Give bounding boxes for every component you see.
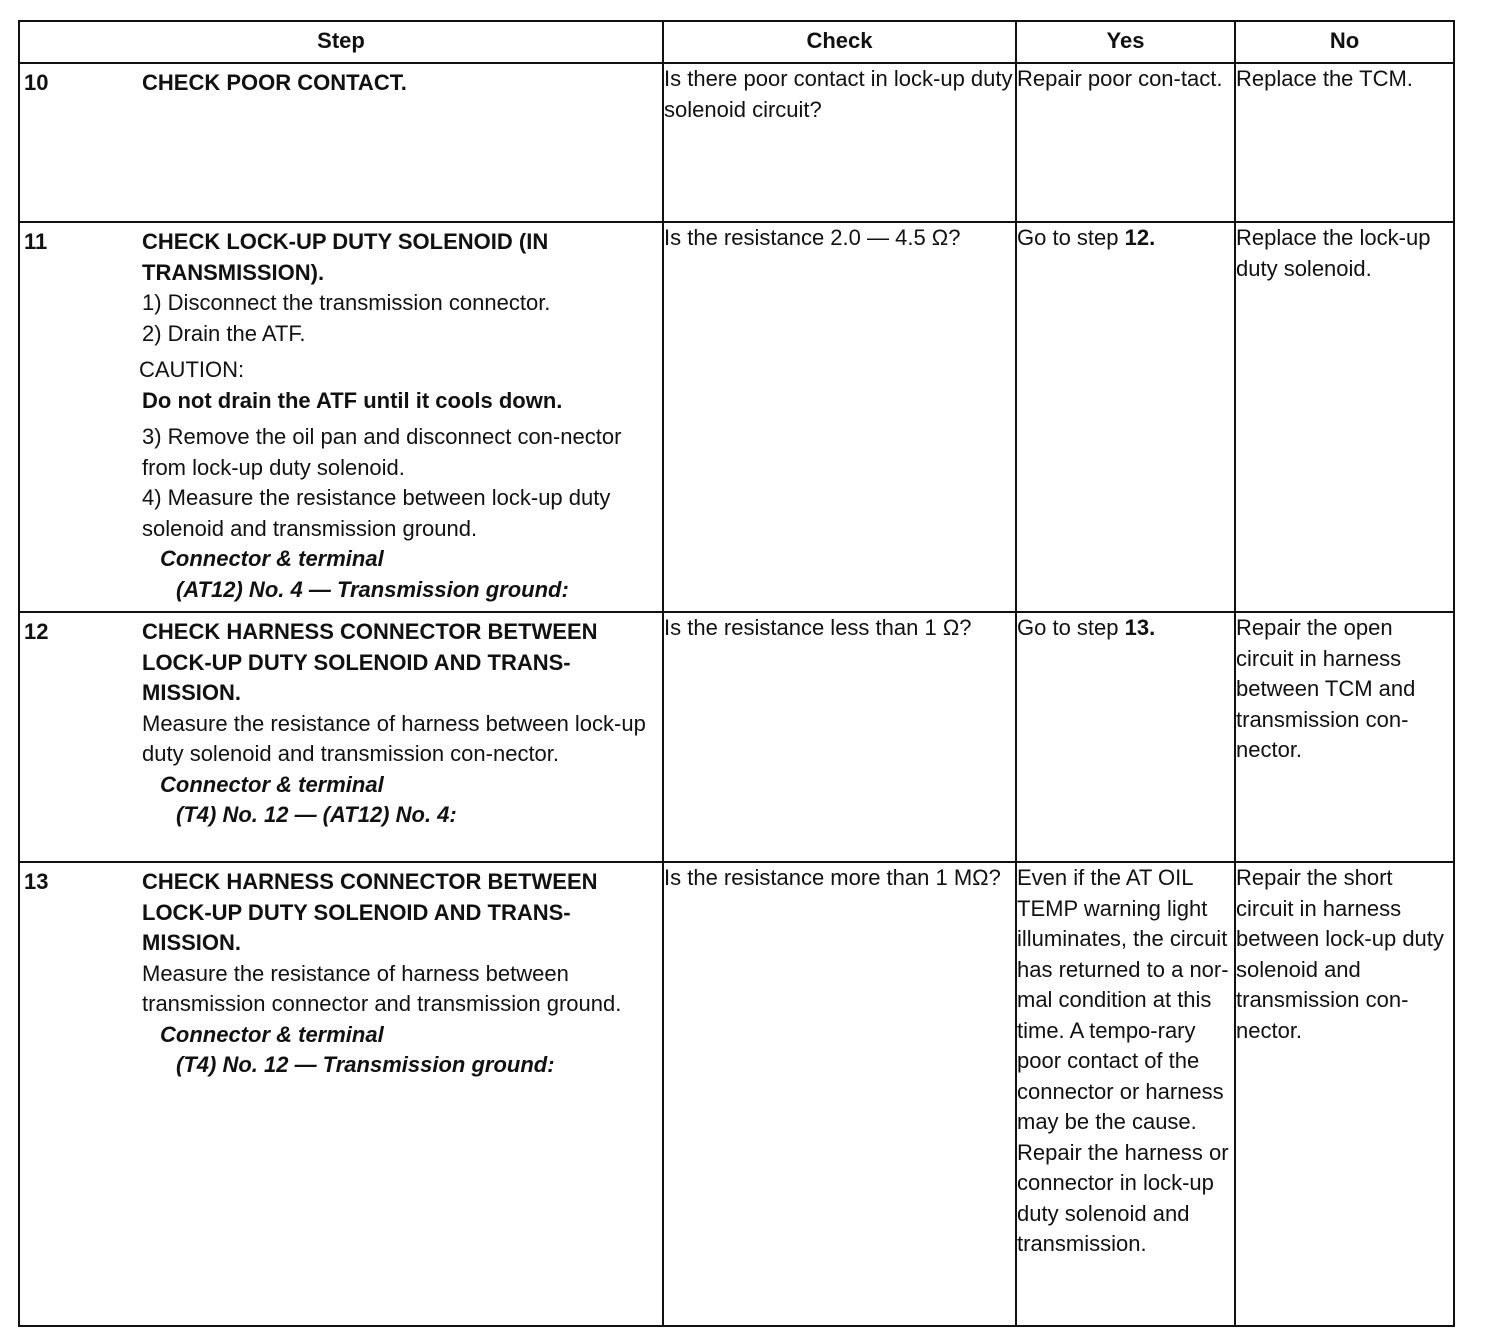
substep: 4) Measure the resistance between lock-up duty solenoid and transmission ground. — [142, 485, 611, 541]
step-cell — [19, 612, 663, 862]
table-row — [19, 63, 1454, 222]
yes-text: Go to step — [1017, 225, 1125, 250]
connector-value: (T4) No. 12 — Transmission ground: — [176, 1052, 555, 1077]
check-cell: Is there poor contact in lock-up duty solenoid circuit? — [663, 63, 1016, 222]
no-cell: Replace the lock-up duty solenoid. — [1235, 222, 1454, 612]
yes-cell: Even if the AT OIL TEMP warning light illuminates, the circuit has returned to a nor-mal condition at this time. A tempo-rary poor contact of the connector or harness may be the cause. Repair the harness or connector in lock-up duty solenoid and transmission. — [1016, 862, 1235, 1326]
connector-label: Connector & terminal — [160, 771, 384, 797]
step-number: 12 — [24, 619, 49, 644]
step-cell — [19, 222, 663, 612]
substep: 3) Remove the oil pan and disconnect con-nector from lock-up duty solenoid. — [142, 424, 622, 480]
yes-step-ref: 13. — [1124, 615, 1156, 640]
connector-value: (AT12) No. 4 — Transmission ground: — [176, 576, 569, 602]
caution-text: Do not drain the ATF until it cools down. — [142, 387, 563, 413]
substep: 1) Disconnect the transmission connector. — [142, 290, 551, 315]
header-yes: Yes — [1016, 21, 1235, 63]
connector-value: (T4) No. 12 — (AT12) No. 4: — [176, 802, 457, 827]
step-cell — [19, 862, 663, 1326]
step-number: 10 — [24, 70, 49, 95]
step-instruction: Measure the resistance of harness between lock-up duty solenoid and transmission con-nector. — [142, 710, 646, 766]
step-title: CHECK POOR CONTACT. — [142, 70, 407, 95]
step-instruction: Measure the resistance of harness between transmission connector and transmission ground. — [142, 960, 622, 1016]
no-cell: Repair the open circuit in harness between TCM and transmission con-nector. — [1235, 612, 1454, 862]
table-row — [19, 222, 1454, 612]
no-cell: Repair the short circuit in harness between lock-up duty solenoid and transmission con-nector. — [1235, 862, 1454, 1326]
connector-label: Connector & terminal — [160, 546, 384, 571]
caution-label: CAUTION: — [139, 357, 245, 382]
yes-text: Go to step — [1017, 615, 1125, 640]
header-check: Check — [663, 21, 1016, 63]
yes-cell — [1016, 612, 1235, 862]
step-number: 11 — [24, 229, 48, 254]
step-cell — [19, 63, 663, 222]
connector-label: Connector & terminal — [160, 1021, 384, 1047]
header-step: Step — [19, 21, 663, 63]
header-no: No — [1235, 21, 1454, 63]
step-title: CHECK LOCK-UP DUTY SOLENOID (IN TRANSMISSION). — [142, 229, 549, 285]
step-title: CHECK HARNESS CONNECTOR BETWEEN LOCK-UP DUTY SOLENOID AND TRANS-MISSION. — [142, 619, 598, 705]
header-row — [19, 21, 1454, 63]
check-cell: Is the resistance less than 1 Ω? — [663, 612, 1016, 862]
yes-step-ref: 12. — [1124, 225, 1156, 250]
table-row — [19, 612, 1454, 862]
diagnostic-table — [18, 20, 1455, 1327]
yes-cell: Repair poor con-tact. — [1016, 63, 1235, 222]
table-row — [19, 862, 1454, 1326]
check-cell: Is the resistance more than 1 MΩ? — [663, 862, 1016, 1326]
step-title: CHECK HARNESS CONNECTOR BETWEEN LOCK-UP DUTY SOLENOID AND TRANS-MISSION. — [142, 869, 598, 955]
check-cell: Is the resistance 2.0 — 4.5 Ω? — [663, 222, 1016, 612]
yes-cell — [1016, 222, 1235, 612]
no-cell: Replace the TCM. — [1235, 63, 1454, 222]
substep: 2) Drain the ATF. — [142, 320, 306, 346]
step-number: 13 — [24, 869, 49, 894]
